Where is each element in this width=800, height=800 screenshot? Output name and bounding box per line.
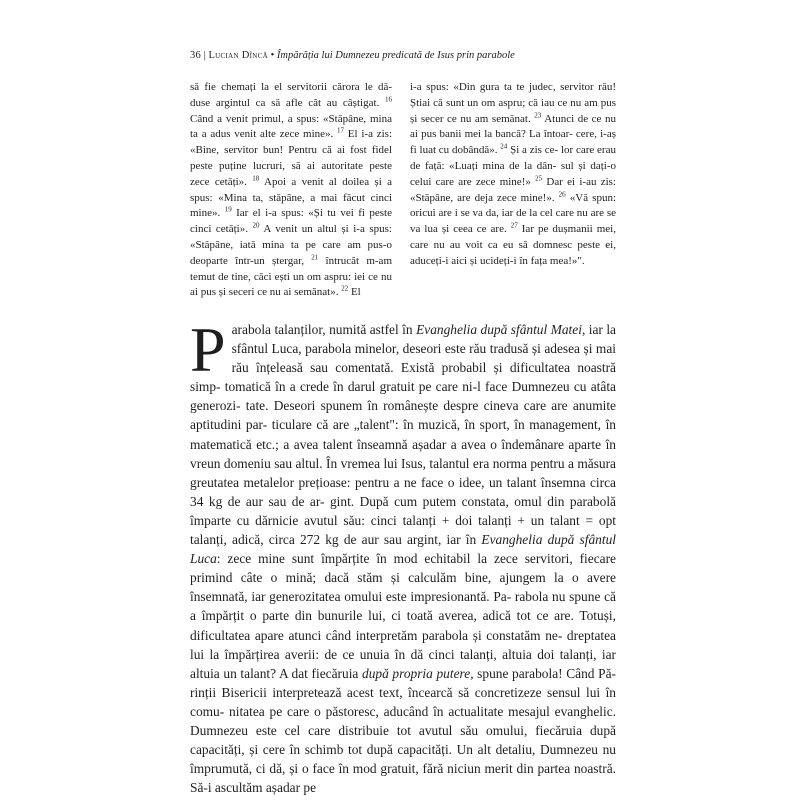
text-segment: A venit un altul și i-a spus: «Stăpâne, iată mina ta pe care am pus-o deoparte într-un ștergar, xyxy=(190,223,392,267)
header-author: Lucian Dîncă xyxy=(208,50,268,61)
text-segment: întrucât m-am temut de tine, căci ești un om aspru: iei ce nu ai pus și seceri ce nu ai semănat». xyxy=(190,254,392,299)
text-segment: Și a zis ce- lor care erau de față: «Luați mina de la dân- sul și dați-o celui care are zece mine!» xyxy=(410,144,616,188)
header-book-title: Împărăția lui Dumnezeu predicată de Isus prin parabole xyxy=(276,50,515,61)
verse-number: 16 xyxy=(385,95,392,104)
text-segment: El xyxy=(348,286,361,299)
text-segment: , iar la sfântul Luca, parabola minelor, deseori este rău tradusă și adesea și mai rău înțeleasă sau comentată. Există probabil și dificultatea noastră simp- tomatică în a crede în darul gratuit pe care ni-l face Dumnezeu cu atâta generozi- tate. Deseori spunem în românește despre cineva care are anumite aptitudini par- ticulare că are „talent": în muzică, în sport, în management, în matematică etc.; a avea talent înseamnă așadar a avea o îndemânare aparte în vreun domeniu sau altul. În vremea lui Isus, talantul era norma pentru a măsura greutatea metalelor prețioase: pentru a ne face o idee, un talant însemna circa 34 kg de aur sau de ar- gint. După cum putem constata, omul din parabolă împarte cu dărnicie avutul său: cinci talanți + doi talanți + un talant = opt talanți, adică, circa 272 kg de aur sau argint, iar în xyxy=(190,322,616,548)
text-segment: , spune parabola! Când Pă- rinții Bisericii interpretează acest text, încearcă să concretizeze sensul lui în comu- nitatea pe care o păstoresc, aducând în actualitate mesajul evanghelic. Dumnezeu este cel care distribuie tot avutul său omului, fiecăruia după capacități, și cere în schimb tot după capacități. Un alt detaliu, Dumnezeu nu împrumută, ci dă, și o face în mod gratuit, fără niciun merit din partea noastră. Să-i ascultăm așadar pe xyxy=(190,665,616,796)
commentary-paragraph xyxy=(190,314,617,797)
verse-number: 17 xyxy=(337,126,345,135)
text-segment: i-a spus: «Din gura ta te judec, servitor rău! Știai că sunt un om aspru; că iau ce nu am pus și secer ce nu am semănat. xyxy=(410,81,616,125)
text-segment: El i-a zis: «Bine, servitor bun! Pentru că ai fost fidel peste puține lucruri, să ai autoritate peste zece cetăți». xyxy=(190,128,392,188)
text-segment: Apoi a venit al doilea și a spus: «Mina ta, stăpâne, a mai făcut cinci mine». xyxy=(190,175,392,220)
italic-title: după propria putere xyxy=(362,665,471,681)
text-segment: să fie chemați la el servitorii cărora le dă- duse argintul ca să afle cât au câștigat. xyxy=(190,81,392,109)
verse-number: 27 xyxy=(510,221,518,230)
text-segment: Iar el i-a spus: «Și tu vei fi peste cinci cetăți». xyxy=(190,207,392,236)
italic-title: Evanghelia după sfântul Matei xyxy=(416,322,582,337)
italic-title: Evanghelia după sfântul Luca xyxy=(190,532,617,567)
quote-column-left xyxy=(190,80,392,301)
verse-number: 19 xyxy=(224,205,232,214)
text-segment: Dar ei i-au zis: «Stăpâne, are deja zece mine!». xyxy=(410,175,616,204)
text-segment: Atunci de ce nu ai pus banii mei la bancă? La întoar- cere, i-aș fi luat cu dobândă». xyxy=(410,112,616,157)
text-segment: arabola talanților, numită astfel în xyxy=(231,322,417,337)
verse-number: 24 xyxy=(500,142,508,151)
text-segment: : zece mine sunt împărțite în mod echitabil la zece servitori, fiecare primind câte o mină; dacă stăm și calculăm bine, ajungem la o avere însemnată, iar generozitatea omului este impresionantă. Pa- rabola nu spune că a împărțit o parte din bunurile lui, ci toată averea, adică tot ce are. Totuși, dificultatea apare atunci când interpretăm parabola și constatăm ne- dreptatea lui la împărțirea averii: de ce unuia în dă cinci talanți, altuia doi talanți, iar altuia un talant? A dat fiecăruia xyxy=(190,551,616,681)
page-number: 36 xyxy=(190,50,202,61)
verse-number: 23 xyxy=(534,110,542,119)
text-segment: «Vă spun: oricui are i se va da, iar de la cel care nu are se va lua și ceea ce are. xyxy=(410,191,616,236)
drop-cap: P xyxy=(190,314,226,385)
verse-number: 18 xyxy=(252,174,260,183)
verse-number: 22 xyxy=(341,284,349,293)
verse-number: 20 xyxy=(252,221,260,230)
text-segment: Iar pe dușmanii mei, care nu au voit ca eu să domnesc peste ei, aduceți-i aici și ucideți-i în fața mea!»". xyxy=(410,223,616,267)
verse-number: 25 xyxy=(535,174,543,183)
header-separator: | xyxy=(203,50,206,61)
running-header xyxy=(190,49,620,63)
header-bullet: • xyxy=(270,50,275,61)
quote-column-right xyxy=(410,80,616,270)
text-segment: Când a venit primul, a spus: «Stăpâne, mina ta a adus venit alte zece mine». xyxy=(190,112,392,141)
verse-number: 26 xyxy=(558,189,566,198)
verse-number: 21 xyxy=(311,253,319,262)
